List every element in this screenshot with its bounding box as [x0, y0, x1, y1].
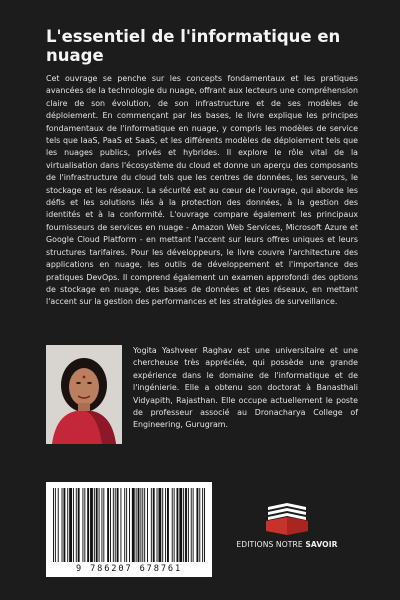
barcode — [46, 482, 212, 577]
barcode-bars — [46, 482, 212, 577]
book-blurb: Cet ouvrage se penche sur les concepts fondamentaux et les pratiques avancées de la technologie du nuage, offrant aux lecteurs une compréhension claire de son évolution, de son infrastructure et de ses modèles de déploiement. En commençant par les bases, le livre explique les principes fondamentaux de l'informatique en nuage, y compris les modèles de service tels que IaaS, PaaS et SaaS, et les différents modèles de déploiement tels que les nuages publics, privés et hybrides. Il explore le rôle vital de la virtualisation dans l'écosystème du cloud et donne un aperçu des composants de l'infrastructure du cloud tels que les centres de données, les serveurs, le stockage et les réseaux. La sécurité est au cœur de l'ouvrage, qui aborde les défis et les solutions liés à la protection des données, à la gestion des identités et à la conformité. L'ouvrage compare également les principaux fournisseurs de services en nuage - Amazon Web Services, Microsoft Azure et Google Cloud Platform - en mettant l'accent sur leurs offres uniques et leurs structures tarifaires. Pour les développeurs, le livre couvre l'architecture des applications en nuage, les outils de développement et l'importance des pratiques DevOps. Il comprend également un examen approfondi des options de stockage en nuage, des bases de données et des réseaux, en mettant l'accent sur la gestion des performances et les stratégies de surveillance. — [46, 74, 358, 307]
publisher-logo-icon — [262, 497, 312, 537]
isbn-number: 9 786207 678761 — [75, 564, 183, 574]
book-title: L'essentiel de l'informatique en nuage — [46, 27, 341, 65]
publisher-name — [222, 540, 352, 549]
author-bio: Yogita Yashveer Raghav est une universitaire et une chercheuse très appréciée, qui possède une grande expérience dans le domaine de l'informatique et de l'ingénierie. Elle a obtenu son doctorat à Banasthali Vidyapith, Rajasthan. Elle occupe actuellement le poste de professeur associé au Dronacharya College of Engineering, Gurugram. — [133, 346, 358, 430]
publisher-name-bold: SAVOIR — [305, 540, 338, 549]
author-photo — [46, 345, 122, 444]
publisher-name-regular: EDITIONS NOTRE — [236, 540, 306, 549]
author-portrait-image — [46, 345, 122, 444]
